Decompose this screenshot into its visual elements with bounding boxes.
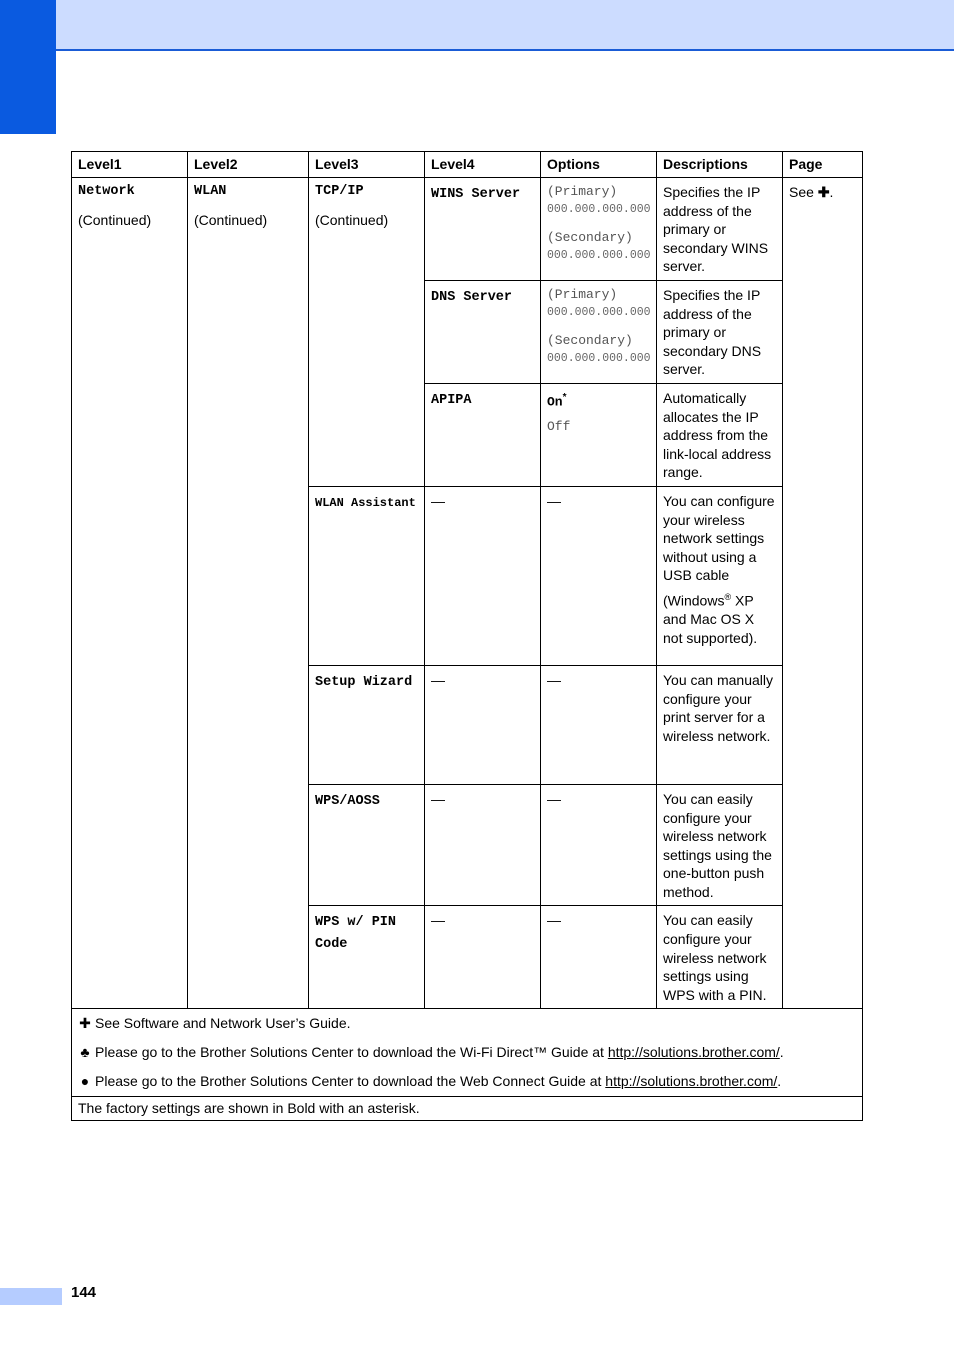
column-header: Level2: [188, 152, 309, 178]
level1-note: (Continued): [78, 211, 152, 228]
level3-cell: [309, 784, 425, 906]
level4-name: DNS Server: [431, 289, 513, 305]
description-cell: You can easily configure your wireless network settings using WPS with a PIN.: [657, 906, 783, 1009]
description-cell: You can manually configure your print server for a wireless network.: [657, 665, 783, 784]
level4-cell: [425, 383, 541, 486]
club-icon: ♣: [80, 1044, 90, 1061]
level4-cell: —: [425, 486, 541, 665]
column-header: Options: [541, 152, 657, 178]
solutions-center-link[interactable]: http://solutions.brother.com/: [607, 1044, 780, 1061]
column-header: Page: [783, 152, 863, 178]
header-band: [0, 0, 954, 51]
options-cell: —: [541, 784, 657, 906]
level1-name: Network: [78, 184, 135, 199]
options-cell: —: [541, 906, 657, 1009]
level3-name: Setup Wizard: [315, 674, 413, 690]
column-header: Level1: [72, 152, 188, 178]
level4-name: WINS Server: [431, 187, 521, 202]
description-note: (Windows® XP and Mac OS X not supported).: [663, 591, 758, 646]
bullet-icon: ●: [80, 1072, 90, 1089]
solutions-center-link[interactable]: http://solutions.brother.com/: [605, 1072, 778, 1089]
options-cell: [541, 383, 657, 486]
option-value: Off: [547, 419, 571, 435]
factory-note-row: [72, 1097, 863, 1121]
options-cell: [541, 280, 657, 383]
level3-cell: [309, 178, 425, 487]
level3-note: (Continued): [315, 211, 389, 228]
column-header: Level4: [425, 152, 541, 178]
factory-note: The factory settings are shown in Bold with an asterisk.: [72, 1097, 863, 1121]
level2-cell: [188, 178, 309, 1009]
level4-cell: [425, 178, 541, 281]
option-value: 000.000.000.000: [547, 351, 651, 365]
level4-cell: —: [425, 906, 541, 1009]
option-label: (Secondary): [547, 230, 633, 245]
description-cell: [657, 486, 783, 665]
table-row: [72, 178, 863, 281]
page-number: 144: [71, 1284, 97, 1301]
level4-cell: —: [425, 665, 541, 784]
level4-cell: [425, 280, 541, 383]
chapter-tab: [0, 0, 56, 134]
option-value: 000.000.000.000: [547, 305, 651, 319]
page-ref-text: See: [789, 184, 814, 200]
default-asterisk: *: [562, 391, 567, 403]
footnote: ✚ See Software and Network User’s Guide.: [79, 1015, 351, 1032]
footnotes-row: [72, 1009, 863, 1097]
level3-name: TCP/IP: [315, 184, 364, 199]
cross-icon: ✚: [817, 184, 830, 200]
description-cell: Automatically allocates the IP address from the link-local address range.: [657, 383, 783, 486]
option-label: (Primary): [547, 184, 618, 199]
level3-name: WPS w/ PIN Code: [315, 915, 397, 953]
description-cell: You can easily configure your wireless network settings using the one-button push method.: [657, 784, 783, 906]
settings-table: [71, 151, 863, 1121]
level4-cell: —: [425, 784, 541, 906]
footnote: ● Please go to the Brother Solutions Center to download the Web Connect Guide at http://solutions.brother.com/.: [78, 1072, 856, 1091]
level2-note: (Continued): [194, 211, 268, 228]
option-value: 000.000.000.000: [547, 203, 651, 216]
level3-cell: [309, 486, 425, 665]
level1-cell: [72, 178, 188, 1009]
level3-name: WLAN Assistant: [315, 495, 416, 510]
column-header: Level3: [309, 152, 425, 178]
option-default: On*: [547, 391, 567, 410]
options-cell: —: [541, 486, 657, 665]
level3-cell: [309, 665, 425, 784]
description-text: You can configure your wireless network settings without using a USB cable: [663, 492, 775, 584]
option-value: 000.000.000.000: [547, 249, 651, 262]
option-label: (Secondary): [547, 332, 633, 348]
level2-name: WLAN: [194, 184, 227, 199]
page-ref-cell: See ✚.: [783, 178, 863, 1009]
cross-icon: ✚: [79, 1015, 91, 1032]
option-label: (Primary): [547, 286, 618, 302]
column-header: Descriptions: [657, 152, 783, 178]
options-cell: —: [541, 665, 657, 784]
table-header-row: [72, 152, 863, 178]
description-cell: Specifies the IP address of the primary or secondary DNS server.: [657, 280, 783, 383]
footnotes-cell: [72, 1009, 863, 1097]
level3-cell: [309, 906, 425, 1009]
level4-name: APIPA: [431, 392, 472, 408]
options-cell: [541, 178, 657, 281]
level3-name: WPS/AOSS: [315, 793, 380, 809]
description-cell: Specifies the IP address of the primary or secondary WINS server.: [657, 178, 783, 281]
footnote: ♣ Please go to the Brother Solutions Center to download the Wi-Fi Direct™ Guide at http://solutions.brother.com/.: [78, 1043, 856, 1062]
page-number-bar: [0, 1288, 62, 1305]
